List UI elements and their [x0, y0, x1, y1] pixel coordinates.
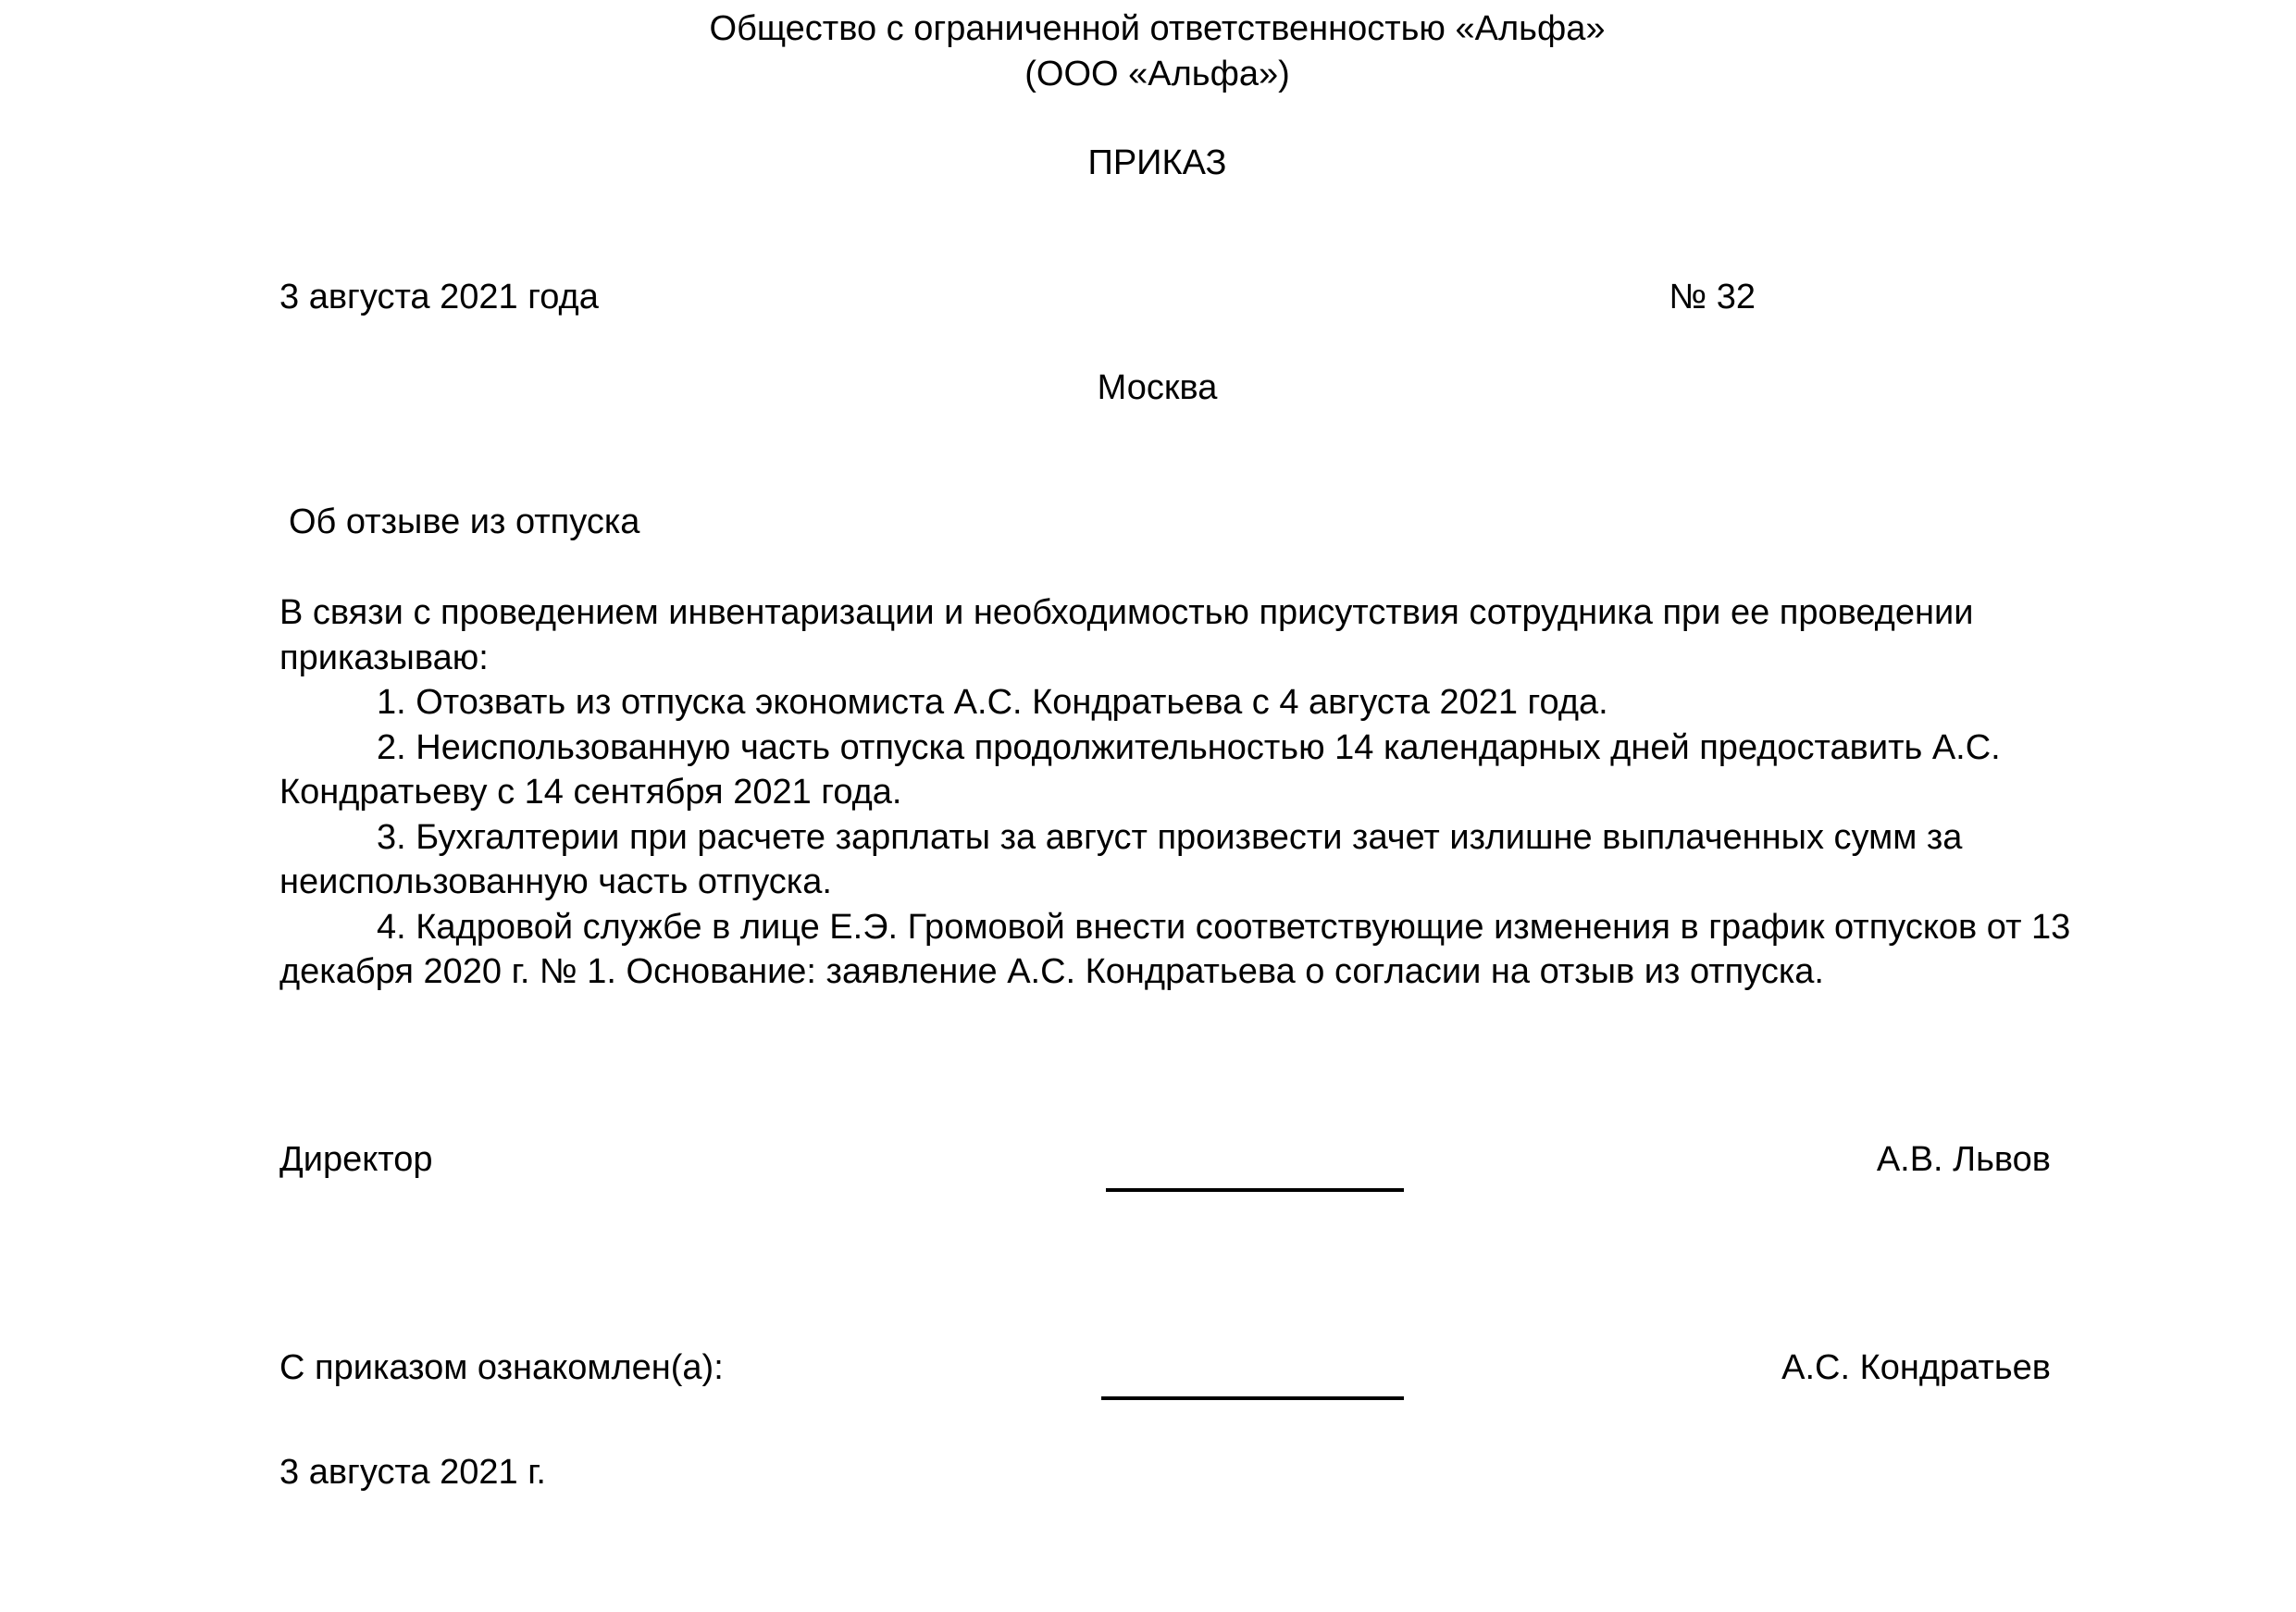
- order-item: 4. Кадровой службе в лице Е.Э. Громовой внести соответствующие изменения в график отпусков от 13 декабря 2020 г. № 1. Основание: заявление А.С. Кондратьева о согласии на отзыв из отпуска.: [279, 907, 2071, 991]
- employee-name: А.С. Кондратьев: [1781, 1348, 2051, 1387]
- order-number: № 32: [1669, 278, 1756, 316]
- order-subject: Об отзыве из отпуска: [289, 502, 640, 541]
- acknowledged-date: 3 августа 2021 г.: [279, 1453, 546, 1492]
- director-name: А.В. Львов: [1876, 1140, 2051, 1179]
- order-item: 2. Неиспользованную часть отпуска продолжительностью 14 календарных дней предоставить А.С. Кондратьеву с 14 сентября 2021 года.: [279, 727, 2001, 812]
- order-body: [279, 590, 2093, 995]
- order-date: 3 августа 2021 года: [279, 278, 599, 316]
- organization-full-name: Общество с ограниченной ответственностью «Альфа»: [709, 9, 1606, 48]
- order-intro: В связи с проведением инвентаризации и необходимостью присутствия сотрудника при ее проведении приказываю:: [279, 593, 1974, 677]
- order-item: 1. Отозвать из отпуска экономиста А.С. Кондратьева с 4 августа 2021 года.: [377, 683, 1608, 722]
- order-city: Москва: [1097, 368, 1218, 407]
- employee-signature-line: [1101, 1396, 1404, 1400]
- order-item: 3. Бухгалтерии при расчете зарплаты за август произвести зачет излишне выплаченных сумм за неиспользованную часть отпуска.: [279, 817, 1963, 901]
- organization-short-name: (ООО «Альфа»): [1024, 55, 1290, 93]
- director-title: Директор: [279, 1140, 433, 1179]
- acknowledged-label: С приказом ознакомлен(а):: [279, 1348, 724, 1387]
- document-type-title: ПРИКАЗ: [1087, 143, 1227, 182]
- director-signature-line: [1106, 1188, 1404, 1192]
